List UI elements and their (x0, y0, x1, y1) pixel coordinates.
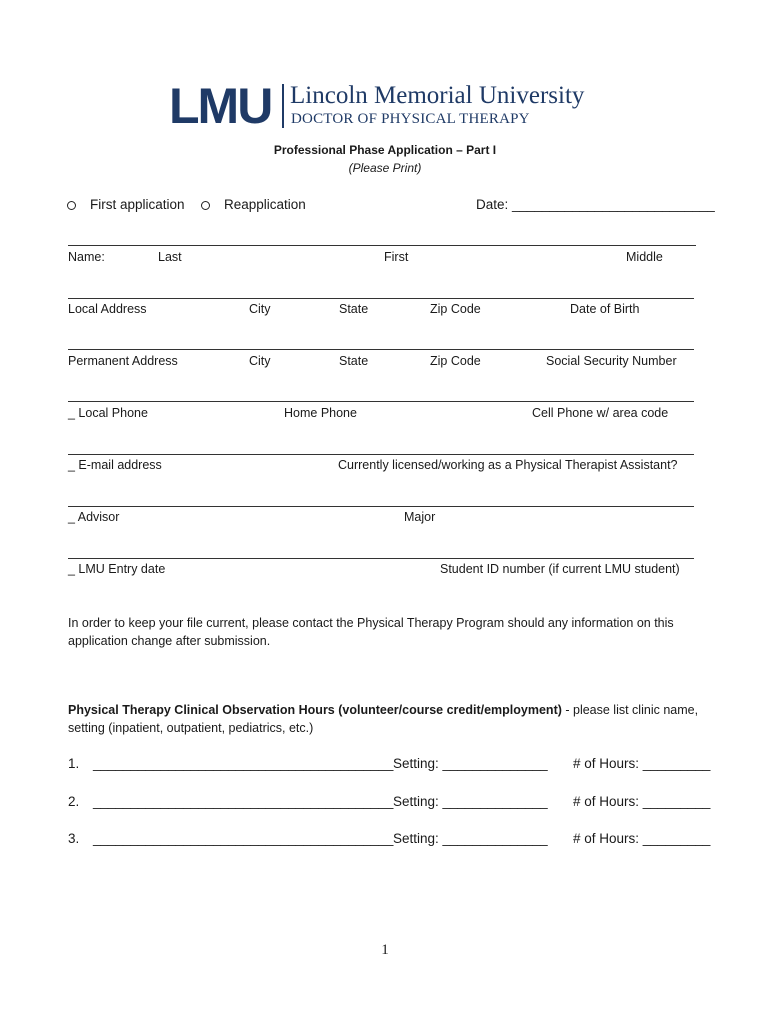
lmu-logo (163, 78, 608, 136)
clinic-name-field[interactable]: ________________________________________ (93, 756, 394, 771)
logo-divider (282, 84, 284, 128)
local-zip-label: Zip Code (430, 302, 481, 316)
cell-phone-label: Cell Phone w/ area code (532, 406, 669, 420)
email-label: _ E-mail address (68, 458, 162, 472)
hours-field[interactable]: # of Hours: _________ (573, 831, 711, 846)
licensed-pta-label: Currently licensed/working as a Physical Therapist Assistant? (338, 458, 678, 472)
entry-date-input-line[interactable] (68, 558, 694, 559)
local-address-input-line[interactable] (68, 298, 694, 299)
reapplication-radio[interactable] (201, 201, 210, 210)
lmu-entry-date-label: _ LMU Entry date (68, 562, 166, 576)
setting-field[interactable]: Setting: ______________ (393, 756, 548, 771)
last-name-label: Last (158, 250, 182, 264)
form-subtitle: (Please Print) (348, 161, 422, 175)
observation-item-number: 1. (68, 756, 80, 771)
ssn-label: Social Security Number (546, 354, 677, 368)
permanent-state-label: State (339, 354, 369, 368)
local-address-label: Local Address (68, 302, 147, 316)
update-notice: In order to keep your file current, please contact the Physical Therapy Program should any information on this application change after submission. (68, 616, 674, 648)
phone-input-line[interactable] (68, 401, 694, 402)
observation-item-number: 3. (68, 831, 80, 846)
home-phone-label: Home Phone (284, 406, 357, 420)
name-input-line[interactable] (68, 245, 696, 246)
setting-field[interactable]: Setting: ______________ (393, 794, 548, 809)
first-application-label: First application (90, 197, 185, 212)
advisor-input-line[interactable] (68, 506, 694, 507)
observation-hours-instructions: - please list clinic name, setting (inpatient, outpatient, pediatrics, etc.) (68, 703, 699, 735)
observation-hours-heading: Physical Therapy Clinical Observation Hours (volunteer/course credit/employment) (68, 703, 562, 717)
local-phone-label: _ Local Phone (68, 406, 148, 420)
permanent-zip-label: Zip Code (430, 354, 481, 368)
local-state-label: State (339, 302, 369, 316)
advisor-label: _ Advisor (68, 510, 120, 524)
clinic-name-field[interactable]: ________________________________________ (93, 831, 394, 846)
student-id-label: Student ID number (if current LMU student) (440, 562, 680, 576)
date-of-birth-label: Date of Birth (570, 302, 640, 316)
name-label: Name: (68, 250, 105, 264)
permanent-city-label: City (249, 354, 271, 368)
major-label: Major (404, 510, 436, 524)
logo-mark: LMU (169, 78, 272, 134)
clinic-name-field[interactable]: ________________________________________ (93, 794, 394, 809)
logo-university-name: Lincoln Memorial University (290, 82, 585, 109)
reapplication-label: Reapplication (224, 197, 306, 212)
date-field[interactable]: Date: ___________________________ (476, 197, 715, 212)
local-city-label: City (249, 302, 271, 316)
observation-item-number: 2. (68, 794, 80, 809)
observation-hours-intro (68, 701, 708, 737)
hours-field[interactable]: # of Hours: _________ (573, 794, 711, 809)
middle-name-label: Middle (626, 250, 663, 264)
email-input-line[interactable] (68, 454, 694, 455)
first-name-label: First (384, 250, 409, 264)
permanent-address-input-line[interactable] (68, 349, 694, 350)
hours-field[interactable]: # of Hours: _________ (573, 756, 711, 771)
page-number: 1 (381, 942, 389, 958)
setting-field[interactable]: Setting: ______________ (393, 831, 548, 846)
logo-program-name: DOCTOR OF PHYSICAL THERAPY (291, 111, 530, 127)
permanent-address-label: Permanent Address (68, 354, 178, 368)
first-application-radio[interactable] (67, 201, 76, 210)
form-title: Professional Phase Application – Part I (273, 143, 497, 157)
